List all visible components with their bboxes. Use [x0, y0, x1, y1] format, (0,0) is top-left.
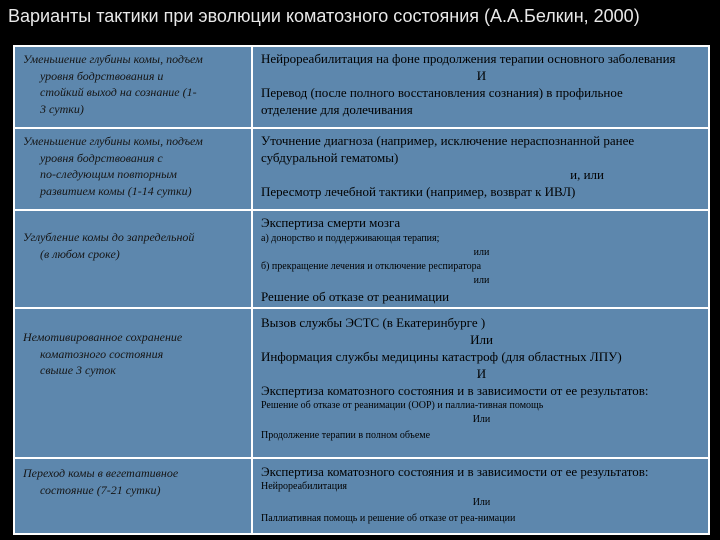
row-4-tactic-cell: [253, 309, 708, 457]
row-5-line-2: Нейрореабилитация: [261, 481, 348, 492]
row-3-line-1: Экспертиза смерти мозга: [261, 215, 401, 230]
row-1-line-3: Перевод (после полного восстановления сознания) в профильное: [261, 85, 623, 100]
row-3-condition-cell: [15, 211, 251, 307]
row-5-line-4: Паллиативная помощь и решение об отказе от реа-нимации: [261, 513, 516, 524]
row-1-condition: Уменьшение глубины комы, подъем уровня бодрствования и стойкий выход на сознание (1- 3 сутки): [23, 52, 203, 116]
row-2-line-3: и, или: [570, 167, 604, 182]
slide-title: Варианты тактики при эволюции коматозного состояния (А.А.Белкин, 2000): [8, 6, 640, 26]
row-1-condition-cell: [15, 47, 251, 127]
row-4-line-4: И: [476, 366, 487, 381]
row-4-line-2: Или: [470, 332, 493, 347]
row-5-condition: Переход комы в вегетативное состояние (7-21 сутки): [23, 466, 179, 497]
row-5-line-3: Или: [472, 497, 491, 508]
row-3-line-2: а) донорство и поддерживающая терапия;: [261, 233, 440, 244]
row-3-line-6: Решение об отказе от реанимации: [261, 289, 450, 304]
row-4-line-3: Информация службы медицины катастроф (для областных ЛПУ): [261, 349, 622, 364]
tactics-table: [13, 45, 710, 535]
row-4-line-8: Продолжение терапии в полном объеме: [261, 430, 431, 441]
row-3-tactic-cell: [253, 211, 708, 307]
row-2-condition-cell: [15, 129, 251, 209]
row-4-condition-cell: [15, 309, 251, 457]
row-3-line-5: или: [473, 275, 490, 286]
row-5-line-1: Экспертиза коматозного состояния и в зависимости от ее результатов:: [261, 464, 649, 479]
row-3-line-4: б) прекращение лечения и отключение респиратора: [261, 261, 482, 272]
row-4-line-5: Экспертиза коматозного состояния и в зависимости от ее результатов:: [261, 383, 649, 398]
row-2-line-1: Уточнение диагноза (например, исключение нераспознанной ранее: [261, 133, 635, 148]
row-3-line-3: или: [473, 247, 490, 258]
row-3-condition: Углубление комы до запредельной (в любом сроке): [23, 230, 195, 261]
row-4-condition: Немотивированное сохранение коматозного состояния свыше 3 суток: [23, 330, 183, 377]
row-2-condition: Уменьшение глубины комы, подъем уровня бодрствования с по-следующим повторным развитием комы (1-14 сутки): [23, 134, 203, 198]
row-4-line-7: Или: [472, 414, 491, 425]
row-1-line-2: И: [476, 68, 487, 83]
row-1-line-1: Нейрореабилитация на фоне продолжения терапии основного заболевания: [261, 51, 676, 66]
row-1-line-4: отделение для долечивания: [261, 102, 413, 117]
row-2-tactic-cell: [253, 129, 708, 209]
row-5-tactic-cell: [253, 459, 708, 533]
row-2-line-4: Пересмотр лечебной тактики (например, возврат к ИВЛ): [261, 184, 576, 199]
row-4-line-6: Решение об отказе от реанимации (ООР) и паллиа-тивная помощь: [261, 400, 544, 411]
row-5-condition-cell: [15, 459, 251, 533]
row-2-line-2: субдуральной гематомы): [261, 150, 399, 165]
row-4-line-1: Вызов службы ЭСТС (в Екатеринбурге ): [261, 315, 486, 330]
row-1-tactic-cell: [253, 47, 708, 127]
